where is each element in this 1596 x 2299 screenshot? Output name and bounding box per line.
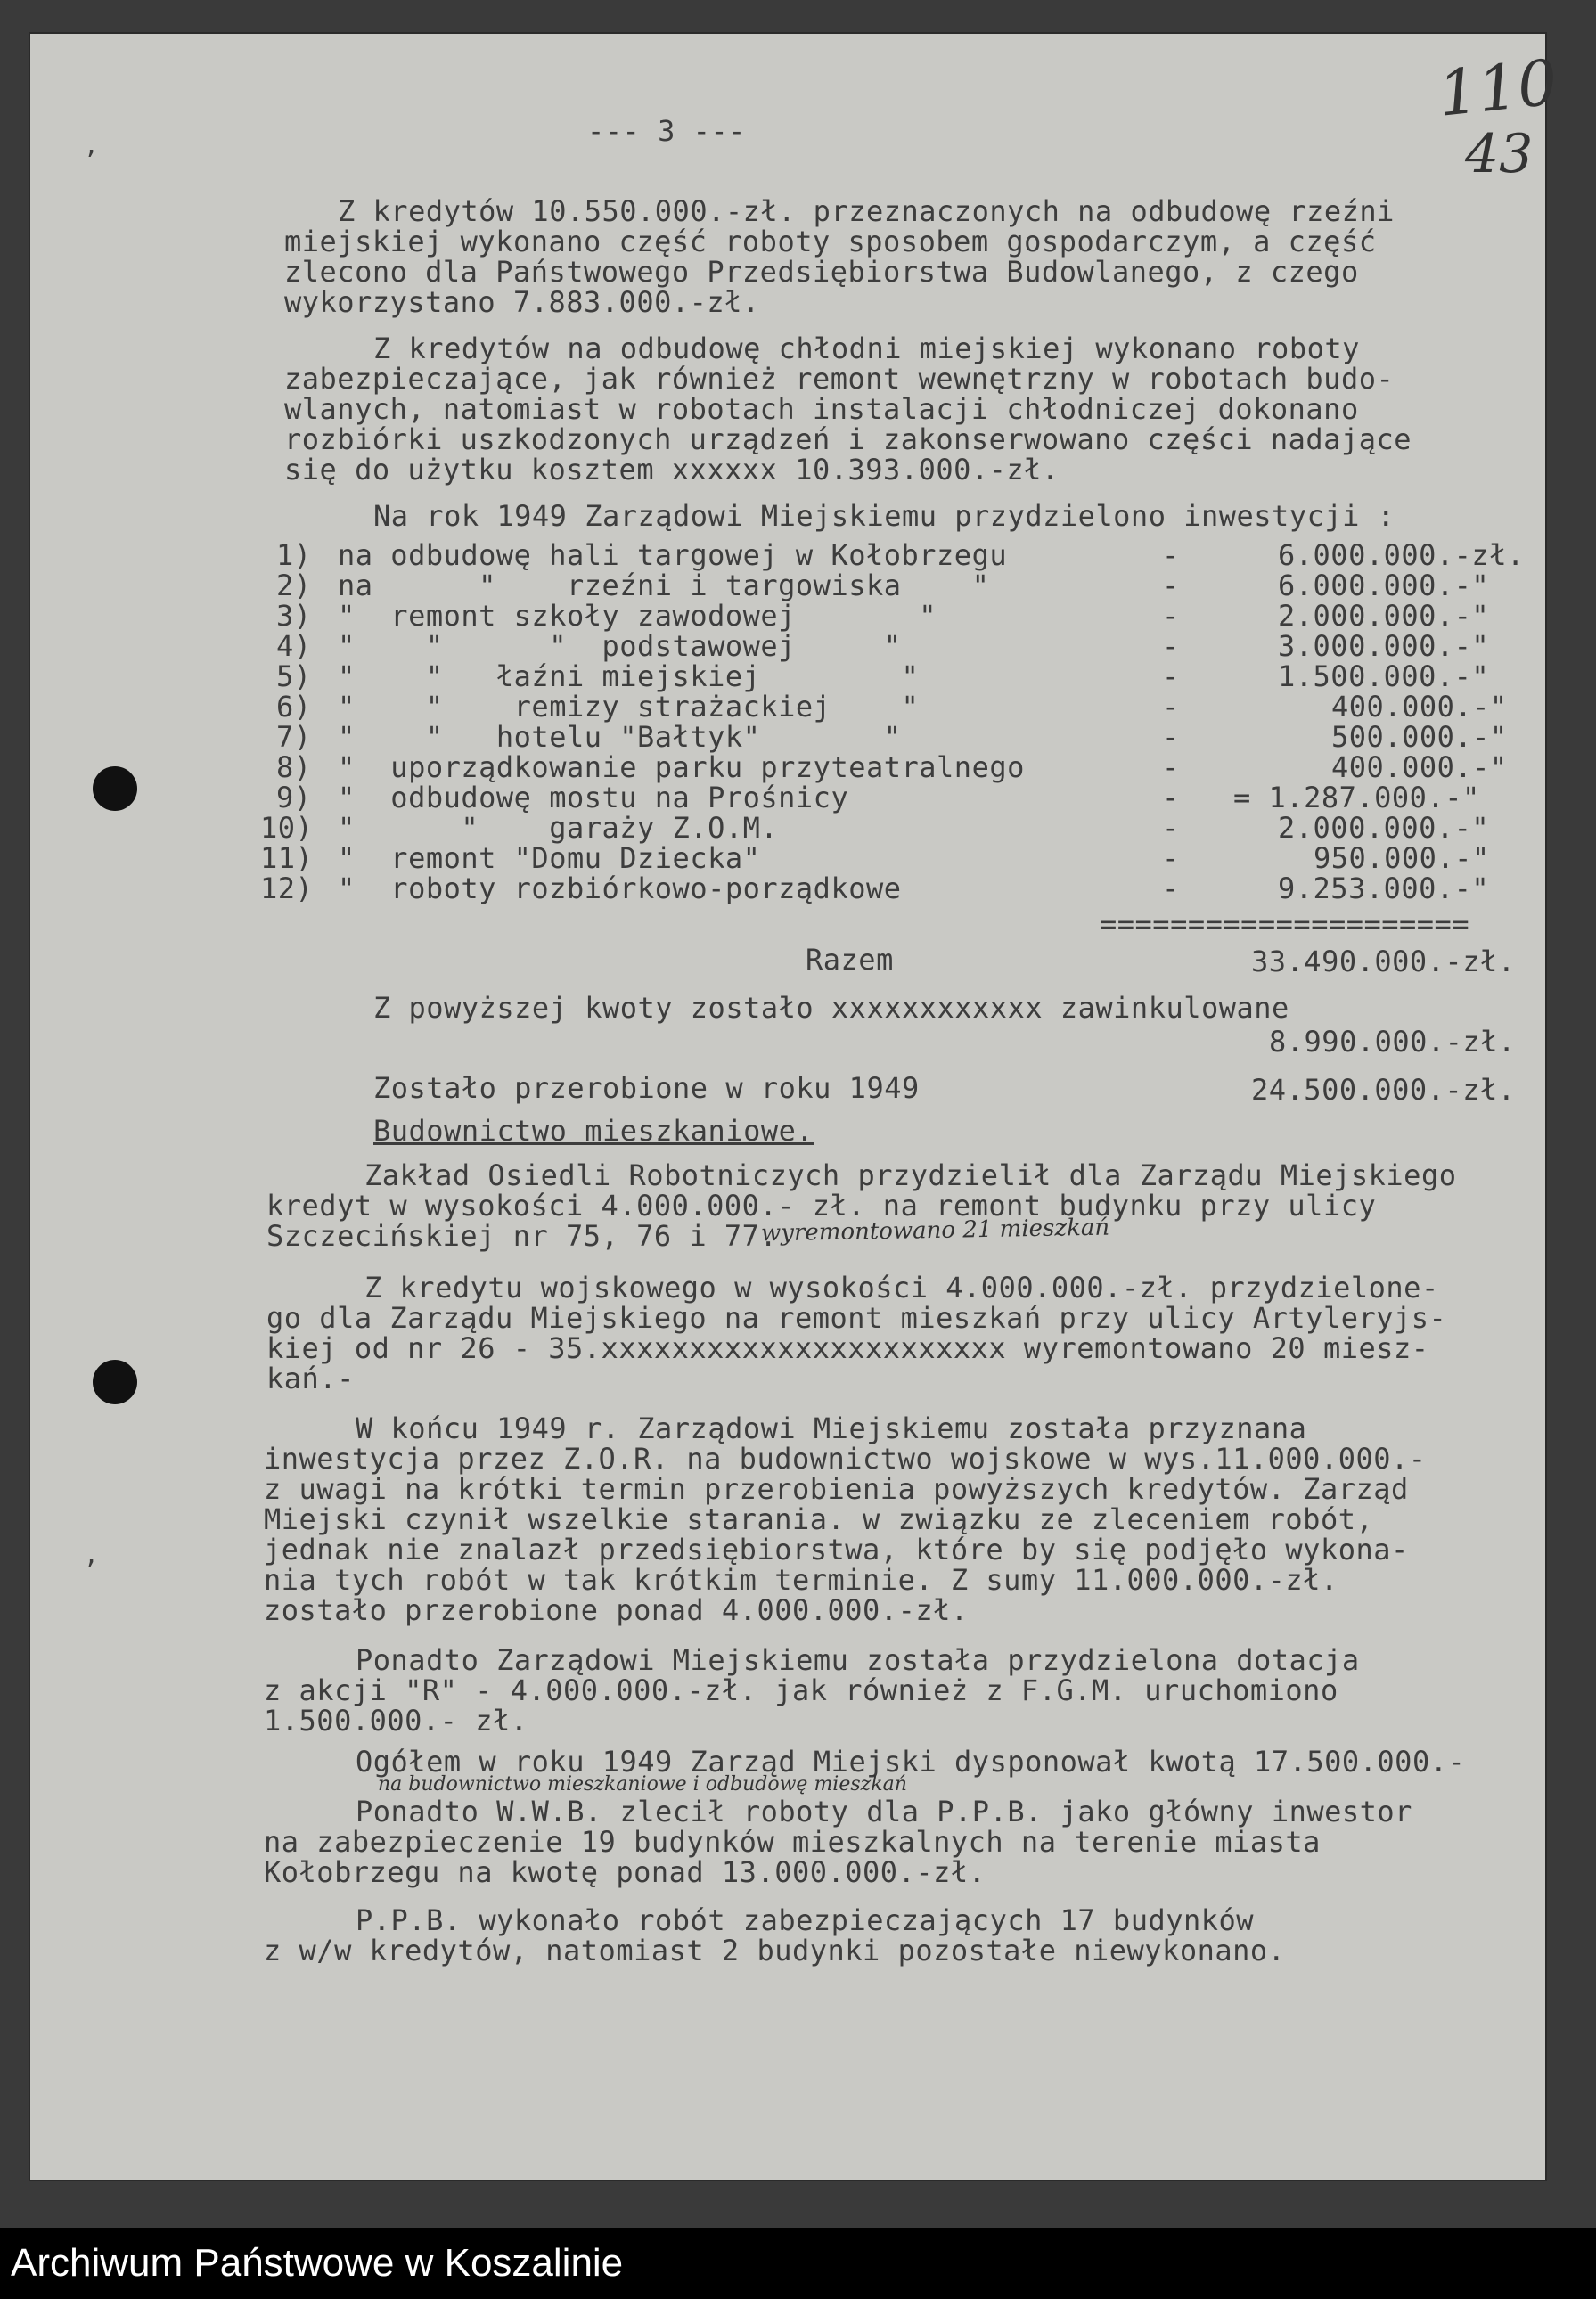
paragraph-line: Szczecińskiej nr 75, 76 i 77. (266, 1219, 778, 1253)
investment-amount: 2.000.000.-" (1278, 599, 1490, 633)
paragraph-line: Ponadto W.W.B. zlecił roboty dla P.P.B. jako główny inwestor (356, 1795, 1412, 1829)
investment-amount: 6.000.000.-" (1278, 569, 1490, 602)
paragraph-line: zlecono dla Państwowego Przedsiębiorstwa Budowlanego, z czego (284, 255, 1359, 289)
paragraph-line: zostało przerobione ponad 4.000.000.-zł. (264, 1593, 969, 1627)
paragraph-line: się do użytku kosztem xxxxxx 10.393.000.-zł. (284, 453, 1060, 487)
page-number: --- 3 --- (587, 114, 746, 148)
investment-dash: - (1162, 750, 1180, 784)
investment-dash: - (1162, 629, 1180, 663)
investment-dash: - (1162, 569, 1180, 602)
paragraph-line: kredyt w wysokości 4.000.000.- zł. na remont budynku przy ulicy (266, 1189, 1377, 1223)
processed-text: Zostało przerobione w roku 1949 (373, 1071, 920, 1105)
summary-line: Ogółem w roku 1949 Zarząd Miejski dysponował kwotą 17.500.000.- (356, 1745, 1466, 1779)
investment-description: " " garaży Z.O.M. (338, 811, 779, 845)
processed-amount: 24.500.000.-zł. (1251, 1073, 1516, 1107)
archive-number-top: 110 (1435, 45, 1561, 131)
paragraph-line: Z kredytów na odbudowę chłodni miejskiej wykonano roboty (373, 331, 1360, 365)
investment-amount: = 1.287.000.-" (1233, 781, 1480, 814)
paragraph-line: wykorzystano 7.883.000.-zł. (284, 285, 760, 319)
investment-description: " uporządkowanie parku przyteatralnego (338, 750, 1025, 784)
investment-description: " " hotelu "Bałtyk" " (338, 720, 902, 754)
archive-footer (0, 2228, 1596, 2299)
investment-dash: - (1162, 811, 1180, 845)
sum-rule: ===================== (1100, 907, 1470, 941)
investment-amount: 6.000.000.-zł. (1278, 538, 1525, 572)
investment-description: " roboty rozbiórkowo-porządkowe (338, 871, 902, 905)
archive-number-sub: 43 (1465, 123, 1534, 185)
investment-dash: - (1162, 599, 1180, 633)
punch-hole-top (93, 766, 137, 811)
investment-number: 11) (260, 841, 314, 875)
paragraph-line: jednak nie znalazł przedsiębiorstwa, które by się podjęło wykona- (264, 1533, 1409, 1567)
paragraph-line: Z kredytu wojskowego w wysokości 4.000.000.-zł. przydzielone- (364, 1271, 1439, 1305)
paragraph-line: kiej od nr 26 - 35.xxxxxxxxxxxxxxxxxxxxxxx wyremontowano 20 miesz- (266, 1331, 1429, 1365)
handwritten-note: wyremontowano 21 mieszkań (760, 1214, 1110, 1248)
paragraph-line: Ponadto Zarządowi Miejskiemu została przydzielona dotacja (356, 1643, 1360, 1677)
handwritten-note: na budownictwo mieszkaniowe i odbudowę mieszkań (378, 1773, 907, 1796)
investments-intro: Na rok 1949 Zarządowi Miejskiemu przydzielono inwestycji : (373, 499, 1395, 533)
paragraph-line: Z kredytów 10.550.000.-zł. przeznaczonych na odbudowę rzeźni (338, 194, 1395, 228)
section-title: Budownictwo mieszkaniowe. (373, 1114, 814, 1148)
investment-description: " remont szkoły zawodowej " (338, 599, 937, 633)
paragraph-line: Zakład Osiedli Robotniczych przydzielił dla Zarządu Miejskiego (364, 1158, 1457, 1192)
investment-number: 4) (276, 629, 312, 663)
investment-number: 2) (276, 569, 312, 602)
paragraph-line: inwestycja przez Z.O.R. na budownictwo wojskowe w wys.11.000.000.- (264, 1442, 1427, 1476)
paragraph-line: miejskiej wykonano część roboty sposobem gospodarczym, a część (284, 225, 1377, 258)
punch-hole-bottom (93, 1360, 137, 1404)
paragraph-line: kań.- (266, 1362, 355, 1395)
paragraph-line: go dla Zarządu Miejskiego na remont mieszkań przy ulicy Artyleryjs- (266, 1301, 1447, 1335)
investment-number: 8) (276, 750, 312, 784)
investment-dash: - (1162, 720, 1180, 754)
margin-mark: , (84, 130, 99, 160)
archive-name: Archiwum Państwowe w Koszalinie (11, 2241, 624, 2285)
investment-description: " remont "Domu Dziecka" (338, 841, 761, 875)
paragraph-line: rozbiórki uszkodzonych urządzeń i zakonserwowano części nadające (284, 422, 1412, 456)
investment-dash: - (1162, 659, 1180, 693)
paragraph-line: nia tych robót w tak krótkim terminie. Z sumy 11.000.000.-zł. (264, 1563, 1338, 1597)
investment-dash: - (1162, 690, 1180, 724)
investment-amount: 2.000.000.-" (1278, 811, 1490, 845)
paragraph-line: 1.500.000.- zł. (264, 1704, 528, 1738)
document-page (30, 34, 1561, 2180)
vinculated-amount: 8.990.000.-zł. (1269, 1025, 1516, 1059)
paragraph-line: na zabezpieczenie 19 budynków mieszkalnych na terenie miasta (264, 1825, 1321, 1859)
investment-description: " " remizy strażackiej " (338, 690, 920, 724)
investment-description: na odbudowę hali targowej w Kołobrzegu (338, 538, 1008, 572)
paragraph-line: W końcu 1949 r. Zarządowi Miejskiemu została przyznana (356, 1411, 1307, 1445)
vinculated-text: Z powyższej kwoty zostało xxxxxxxxxxxx zawinkulowane (373, 991, 1289, 1025)
investment-amount: 3.000.000.-" (1278, 629, 1490, 663)
investment-number: 5) (276, 659, 312, 693)
investment-number: 7) (276, 720, 312, 754)
investment-dash: - (1162, 841, 1180, 875)
investment-amount: 500.000.-" (1331, 720, 1508, 754)
investment-description: " " łaźni miejskiej " (338, 659, 920, 693)
investment-number: 3) (276, 599, 312, 633)
paragraph-line: wlanych, natomiast w robotach instalacji chłodniczej dokonano (284, 392, 1359, 426)
investment-amount: 400.000.-" (1331, 690, 1508, 724)
investment-amount: 1.500.000.-" (1278, 659, 1490, 693)
investment-number: 10) (260, 811, 314, 845)
investment-amount: 950.000.-" (1314, 841, 1490, 875)
investment-number: 9) (276, 781, 312, 814)
investment-number: 6) (276, 690, 312, 724)
investment-description: " odbudowę mostu na Prośnicy (338, 781, 849, 814)
margin-mark: , (84, 1540, 99, 1569)
total-amount: 33.490.000.-zł. (1251, 945, 1516, 978)
investment-number: 1) (276, 538, 312, 572)
investment-amount: 9.253.000.-" (1278, 871, 1490, 905)
paragraph-line: z w/w kredytów, natomiast 2 budynki pozostałe niewykonano. (264, 1934, 1286, 1968)
total-label: Razem (806, 943, 894, 977)
investment-dash: - (1162, 538, 1180, 572)
paragraph-line: z akcji "R" - 4.000.000.-zł. jak również z F.G.M. uruchomiono (264, 1673, 1338, 1707)
paragraph-line: Miejski czynił wszelkie starania. w związku ze zleceniem robót, (264, 1502, 1374, 1536)
investment-amount: 400.000.-" (1331, 750, 1508, 784)
paragraph-line: Kołobrzegu na kwotę ponad 13.000.000.-zł. (264, 1855, 986, 1889)
paragraph-line: P.P.B. wykonało robót zabezpieczających 17 budynków (356, 1903, 1255, 1937)
investment-dash: - (1162, 781, 1180, 814)
investment-description: na " rzeźni i targowiska " (338, 569, 990, 602)
paragraph-line: zabezpieczające, jak również remont wewnętrzny w robotach budo- (284, 362, 1395, 396)
investment-dash: - (1162, 871, 1180, 905)
paragraph-line: z uwagi na krótki termin przerobienia powyższych kredytów. Zarząd (264, 1472, 1409, 1506)
investment-description: " " " podstawowej " (338, 629, 902, 663)
investment-number: 12) (260, 871, 314, 905)
